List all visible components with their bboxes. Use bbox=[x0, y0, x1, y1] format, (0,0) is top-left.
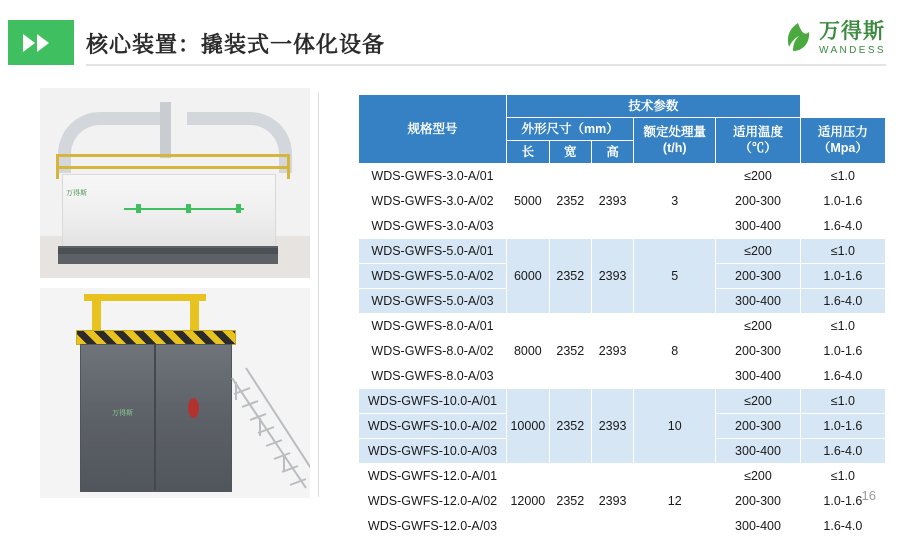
cell-capacity: 8 bbox=[634, 314, 716, 389]
cell-model: WDS-GWFS-3.0-A/02 bbox=[359, 189, 507, 214]
cell-pressure: ≤1.0 bbox=[800, 464, 885, 489]
cell-pressure: 1.6-4.0 bbox=[800, 289, 885, 314]
double-chevron-right-icon bbox=[21, 32, 61, 54]
spec-table-container bbox=[358, 94, 886, 539]
cell-height: 2393 bbox=[591, 239, 633, 314]
column-divider bbox=[318, 92, 319, 497]
cell-model: WDS-GWFS-8.0-A/02 bbox=[359, 339, 507, 364]
th-temperature bbox=[716, 118, 801, 164]
skid-unit-render-top: 万得斯 bbox=[40, 88, 310, 278]
skid-unit-render-bottom: 万得斯 bbox=[40, 288, 310, 498]
th-capacity bbox=[634, 118, 716, 164]
cell-temperature: 300-400 bbox=[716, 364, 801, 389]
table-row bbox=[359, 464, 886, 489]
table-row bbox=[359, 164, 886, 189]
th-length: 长 bbox=[507, 141, 550, 164]
th-tech-params: 技术参数 bbox=[507, 95, 801, 118]
cell-pressure: 1.0-1.6 bbox=[800, 489, 885, 514]
th-width: 宽 bbox=[549, 141, 591, 164]
cell-model: WDS-GWFS-5.0-A/01 bbox=[359, 239, 507, 264]
brand-logo bbox=[726, 14, 886, 62]
cell-model: WDS-GWFS-10.0-A/01 bbox=[359, 389, 507, 414]
page-number: 16 bbox=[861, 488, 876, 503]
logo-text-cn: 万得斯 bbox=[819, 19, 885, 43]
table-row bbox=[359, 314, 886, 339]
th-dimensions: 外形尺寸（mm） bbox=[507, 118, 634, 141]
table-row bbox=[359, 239, 886, 264]
cell-model: WDS-GWFS-10.0-A/02 bbox=[359, 414, 507, 439]
cell-temperature: ≤200 bbox=[716, 164, 801, 189]
header-badge bbox=[8, 20, 74, 65]
cell-temperature: 200-300 bbox=[716, 264, 801, 289]
cell-pressure: 1.0-1.6 bbox=[800, 264, 885, 289]
cell-model: WDS-GWFS-3.0-A/03 bbox=[359, 214, 507, 239]
cell-model: WDS-GWFS-12.0-A/01 bbox=[359, 464, 507, 489]
cell-pressure: 1.0-1.6 bbox=[800, 339, 885, 364]
cell-temperature: ≤200 bbox=[716, 389, 801, 414]
cell-temperature: ≤200 bbox=[716, 464, 801, 489]
cell-length: 8000 bbox=[507, 314, 550, 389]
cell-pressure: ≤1.0 bbox=[800, 164, 885, 189]
th-model: 规格型号 bbox=[359, 95, 507, 164]
cell-temperature: 300-400 bbox=[716, 214, 801, 239]
cell-model: WDS-GWFS-5.0-A/03 bbox=[359, 289, 507, 314]
cell-pressure: 1.6-4.0 bbox=[800, 514, 885, 539]
cell-model: WDS-GWFS-12.0-A/03 bbox=[359, 514, 507, 539]
cell-temperature: 300-400 bbox=[716, 289, 801, 314]
cell-temperature: ≤200 bbox=[716, 314, 801, 339]
cell-width: 2352 bbox=[549, 164, 591, 239]
leaf-logo-icon bbox=[783, 21, 813, 55]
cell-model: WDS-GWFS-8.0-A/01 bbox=[359, 314, 507, 339]
cell-pressure: 1.6-4.0 bbox=[800, 214, 885, 239]
page-title: 核心装置：撬装式一体化设备 bbox=[86, 32, 386, 57]
cell-model: WDS-GWFS-10.0-A/03 bbox=[359, 439, 507, 464]
cell-temperature: 200-300 bbox=[716, 339, 801, 364]
logo-text-en: WANDESS bbox=[819, 44, 886, 56]
cell-width: 2352 bbox=[549, 314, 591, 389]
cell-model: WDS-GWFS-8.0-A/03 bbox=[359, 364, 507, 389]
th-capacity-line1: 额定处理量 bbox=[643, 124, 706, 139]
th-pressure-line2: （Mpa） bbox=[817, 140, 868, 155]
cell-height: 2393 bbox=[591, 314, 633, 389]
cell-height: 2393 bbox=[591, 389, 633, 464]
th-pressure-line1: 适用压力 bbox=[817, 124, 868, 139]
cell-capacity: 3 bbox=[634, 164, 716, 239]
cell-width: 2352 bbox=[549, 389, 591, 464]
cell-capacity: 12 bbox=[634, 464, 716, 539]
cell-pressure: ≤1.0 bbox=[800, 389, 885, 414]
cell-length: 5000 bbox=[507, 164, 550, 239]
cell-length: 6000 bbox=[507, 239, 550, 314]
cell-temperature: 300-400 bbox=[716, 439, 801, 464]
spec-table-head bbox=[359, 95, 886, 164]
cell-pressure: 1.6-4.0 bbox=[800, 439, 885, 464]
cell-temperature: ≤200 bbox=[716, 239, 801, 264]
cell-temperature: 300-400 bbox=[716, 514, 801, 539]
cell-pressure: ≤1.0 bbox=[800, 239, 885, 264]
cell-pressure: 1.0-1.6 bbox=[800, 414, 885, 439]
cell-temperature: 200-300 bbox=[716, 414, 801, 439]
cell-capacity: 5 bbox=[634, 239, 716, 314]
cell-temperature: 200-300 bbox=[716, 189, 801, 214]
cell-width: 2352 bbox=[549, 239, 591, 314]
cell-length: 12000 bbox=[507, 464, 550, 539]
th-height: 高 bbox=[591, 141, 633, 164]
cell-temperature: 200-300 bbox=[716, 489, 801, 514]
cell-pressure: 1.6-4.0 bbox=[800, 364, 885, 389]
cell-pressure: ≤1.0 bbox=[800, 314, 885, 339]
th-temperature-line2: （℃） bbox=[739, 140, 777, 155]
th-pressure bbox=[800, 118, 885, 164]
image-column bbox=[40, 88, 310, 498]
cell-capacity: 10 bbox=[634, 389, 716, 464]
cell-model: WDS-GWFS-3.0-A/01 bbox=[359, 164, 507, 189]
cell-model: WDS-GWFS-5.0-A/02 bbox=[359, 264, 507, 289]
title-divider bbox=[86, 64, 886, 66]
cell-width: 2352 bbox=[549, 464, 591, 539]
spec-table-body bbox=[359, 164, 886, 539]
th-capacity-line2: (t/h) bbox=[662, 140, 687, 155]
cell-height: 2393 bbox=[591, 464, 633, 539]
th-temperature-line1: 适用温度 bbox=[732, 124, 783, 139]
spec-table bbox=[358, 94, 886, 539]
cell-height: 2393 bbox=[591, 164, 633, 239]
cell-model: WDS-GWFS-12.0-A/02 bbox=[359, 489, 507, 514]
cell-length: 10000 bbox=[507, 389, 550, 464]
cell-pressure: 1.0-1.6 bbox=[800, 189, 885, 214]
table-row bbox=[359, 389, 886, 414]
